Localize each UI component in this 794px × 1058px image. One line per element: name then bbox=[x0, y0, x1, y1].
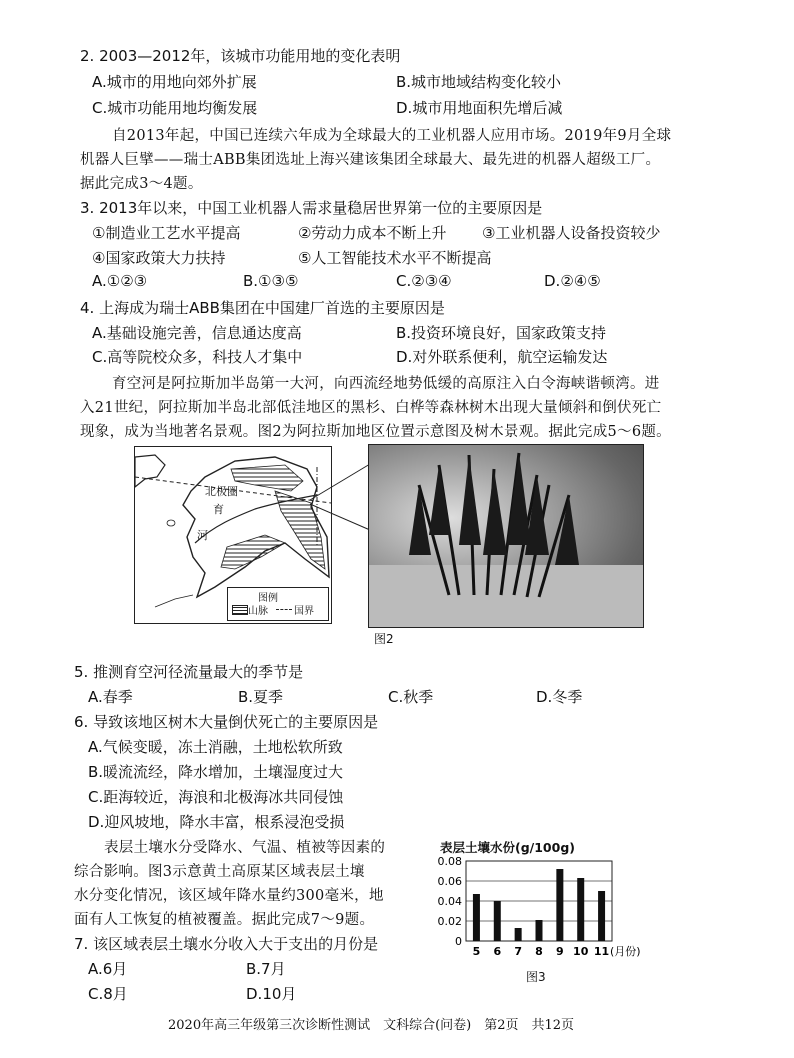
q3-stem: 3. 2013年以来，中国工业机器人需求量稳居世界第一位的主要原因是 bbox=[80, 199, 543, 217]
legend-border-swatch bbox=[276, 609, 292, 610]
x-tick-label: 9 bbox=[556, 945, 564, 958]
q4-option-a: A.基础设施完善，信息通达度高 bbox=[92, 324, 302, 342]
x-tick-label: 11 bbox=[593, 945, 610, 958]
q3-option-c: C.②③④ bbox=[396, 272, 452, 290]
q6-option-a: A.气候变暖，冻土消融，土地松软所致 bbox=[88, 738, 343, 756]
q3-option-b: B.①③⑤ bbox=[243, 272, 299, 290]
q3-option-d: D.②④⑤ bbox=[544, 272, 601, 290]
bar bbox=[515, 928, 522, 941]
q6-stem: 6. 导致该地区树木大量倒伏死亡的主要原因是 bbox=[74, 713, 379, 731]
q5-stem: 5. 推测育空河径流量最大的季节是 bbox=[74, 663, 304, 681]
passage-robot-line2: 机器人巨擘——瑞士ABB集团选址上海兴建该集团全球最大、最先进的机器人超级工厂。 bbox=[80, 152, 661, 168]
leaning-trees-photo bbox=[368, 444, 644, 628]
q3-item-2: ②劳动力成本不断上升 bbox=[298, 224, 447, 242]
passage-yukon-line2: 入21世纪，阿拉斯加半岛北部低洼地区的黑杉、白桦等森林树木出现大量倾斜和倒伏死亡 bbox=[80, 400, 662, 416]
bar bbox=[556, 869, 563, 941]
q2-stem: 2. 2003—2012年，该城市功能用地的变化表明 bbox=[80, 47, 401, 65]
q3-item-4: ④国家政策大力扶持 bbox=[92, 249, 226, 267]
chart-title: 表层土壤水份(g/100g) bbox=[440, 840, 575, 855]
trees-drawing bbox=[369, 445, 643, 627]
q2-option-d: D.城市用地面积先增后减 bbox=[396, 99, 563, 117]
x-axis-label: (月份) bbox=[610, 945, 641, 958]
q5-option-b: B.夏季 bbox=[238, 688, 284, 706]
q4-option-d: D.对外联系便利，航空运输发达 bbox=[396, 348, 608, 366]
q2-option-c: C.城市功能用地均衡发展 bbox=[92, 99, 258, 117]
legend-title: 图例 bbox=[258, 593, 278, 604]
y-tick-label: 0.08 bbox=[437, 855, 462, 868]
island bbox=[167, 520, 175, 526]
q6-option-d: D.迎风坡地，降水丰富，根系浸泡受损 bbox=[88, 813, 345, 831]
passage-soil-line2: 综合影响。图3示意黄土高原某区域表层土壤 bbox=[74, 864, 365, 880]
x-tick-label: 10 bbox=[573, 945, 589, 958]
q6-option-c: C.距海较近，海浪和北极海冰共同侵蚀 bbox=[88, 788, 344, 806]
passage-soil-line4: 面有人工恢复的植被覆盖。据此完成7～9题。 bbox=[74, 912, 375, 928]
q3-item-1: ①制造业工艺水平提高 bbox=[92, 224, 241, 242]
passage-yukon-line1: 育空河是阿拉斯加半岛第一大河，向西流经地势低缓的高原注入白令海峡谐顿湾。进 bbox=[112, 376, 660, 392]
river-label-top: 育 bbox=[213, 503, 224, 516]
figure-3-caption: 图3 bbox=[526, 970, 546, 984]
x-tick-label: 7 bbox=[514, 945, 522, 958]
passage-robot-line1: 自2013年起，中国已连续六年成为全球最大的工业机器人应用市场。2019年9月全球 bbox=[112, 128, 672, 144]
map-photo-connector bbox=[310, 460, 372, 540]
legend-mountain-label: 山脉 bbox=[248, 606, 268, 617]
q6-option-b: B.暖流流经，降水增加，土壤湿度过大 bbox=[88, 763, 344, 781]
page-footer: 2020年高三年级第三次诊断性测试 文科综合(问卷) 第2页 共12页 bbox=[168, 1018, 575, 1033]
russia-coast bbox=[135, 455, 165, 487]
soil-moisture-chart bbox=[430, 855, 641, 967]
x-tick-label: 8 bbox=[535, 945, 543, 958]
legend-mountain-swatch bbox=[232, 605, 248, 615]
x-tick-label: 6 bbox=[493, 945, 502, 958]
q7-option-c: C.8月 bbox=[88, 985, 128, 1003]
bar bbox=[494, 901, 501, 941]
q5-option-a: A.春季 bbox=[88, 688, 133, 706]
q3-item-5: ⑤人工智能技术水平不断提高 bbox=[298, 249, 492, 267]
y-tick-label: 0.04 bbox=[437, 895, 462, 908]
q7-option-a: A.6月 bbox=[88, 960, 128, 978]
bar bbox=[536, 920, 543, 941]
q2-option-a: A.城市的用地向郊外扩展 bbox=[92, 73, 257, 91]
passage-yukon-line3: 现象，成为当地著名景观。图2为阿拉斯加地区位置示意图及树木景观。据此完成5～6题。 bbox=[80, 424, 671, 440]
q3-item-3: ③工业机器人设备投资较少 bbox=[482, 224, 661, 242]
passage-soil-line3: 水分变化情况，该区域年降水量约300毫米，地 bbox=[74, 888, 384, 904]
arctic-circle-label: 北极圈 bbox=[205, 485, 238, 498]
y-tick-label: 0 bbox=[455, 935, 462, 948]
figure-2-caption: 图2 bbox=[374, 632, 394, 646]
x-tick-label: 5 bbox=[472, 945, 481, 958]
q7-stem: 7. 该区域表层土壤水分收入大于支出的月份是 bbox=[74, 935, 379, 953]
q5-option-d: D.冬季 bbox=[536, 688, 583, 706]
legend-border-label: 国界 bbox=[294, 606, 314, 617]
y-tick-label: 0.06 bbox=[437, 875, 462, 888]
q4-option-b: B.投资环境良好，国家政策支持 bbox=[396, 324, 607, 342]
river-label-bottom: 河 bbox=[197, 529, 208, 542]
passage-soil-line1: 表层土壤水分受降水、气温、植被等因素的 bbox=[104, 840, 386, 856]
aleutian-islands bbox=[155, 595, 193, 607]
q7-option-b: B.7月 bbox=[246, 960, 286, 978]
passage-robot-line3: 据此完成3～4题。 bbox=[80, 176, 203, 192]
y-tick-label: 0.02 bbox=[437, 915, 462, 928]
alaska-map bbox=[134, 446, 332, 624]
map-legend bbox=[227, 587, 329, 621]
bar bbox=[577, 878, 584, 941]
q4-option-c: C.高等院校众多，科技人才集中 bbox=[92, 348, 303, 366]
q5-option-c: C.秋季 bbox=[388, 688, 434, 706]
q4-stem: 4. 上海成为瑞士ABB集团在中国建厂首选的主要原因是 bbox=[80, 299, 445, 317]
q2-option-b: B.城市地域结构变化较小 bbox=[396, 73, 562, 91]
bar bbox=[598, 891, 605, 941]
q7-option-d: D.10月 bbox=[246, 985, 297, 1003]
bar bbox=[473, 894, 480, 941]
q3-option-a: A.①②③ bbox=[92, 272, 148, 290]
